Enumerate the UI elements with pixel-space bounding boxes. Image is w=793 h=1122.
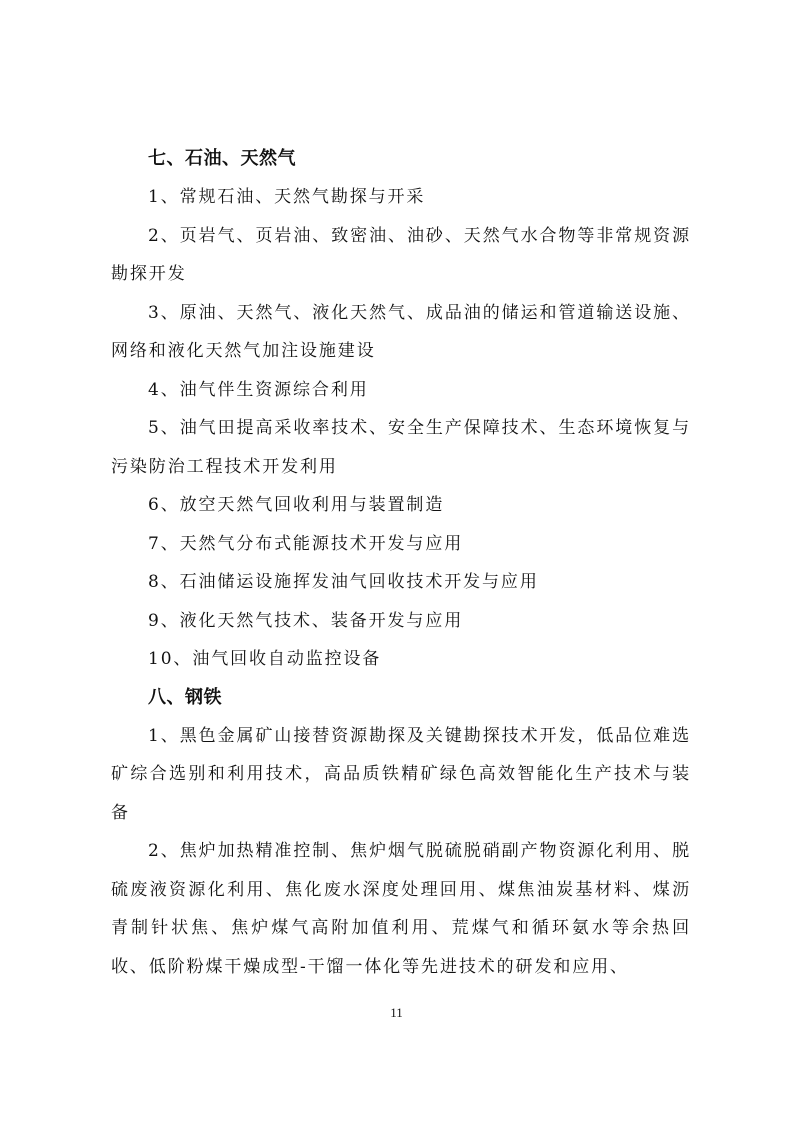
section-heading-petroleum: 七、石油、天然气 (148, 148, 296, 169)
list-item: 8、石油储运设施挥发油气回收技术开发与应用 (148, 572, 539, 592)
page-content (111, 140, 691, 986)
list-item: 7、天然气分布式能源技术开发与应用 (148, 533, 464, 554)
list-item: 2、页岩气、页岩油、致密油、油砂、天然气水合物等非常规资源勘探开发 (111, 225, 691, 284)
section-heading-steel: 八、钢铁 (148, 686, 222, 708)
list-item: 4、油气伴生资源综合利用 (148, 379, 369, 400)
page-number: 11 (390, 1005, 403, 1020)
list-item: 6、放空天然气回收利用与装置制造 (148, 495, 445, 515)
list-item: 3、原油、天然气、液化天然气、成品油的储运和管道输送设施、网络和液化天然气加注设施建设 (111, 302, 691, 361)
list-item: 10、油气回收自动监控设备 (148, 649, 382, 669)
list-item: 2、焦炉加热精准控制、焦炉烟气脱硫脱硝副产物资源化利用、脱硫废液资源化利用、焦化废水深度处理回用、煤焦油炭基材料、煤沥青制针状焦、焦炉煤气高附加值利用、荒煤气和循环氨水等余热回收、低阶粉煤干燥成型-干馏一体化等先进技术的研发和应用、 (111, 841, 691, 977)
list-item: 9、液化天然气技术、装备开发与应用 (148, 610, 464, 631)
list-item: 5、油气田提高采收率技术、安全生产保障技术、生态环境恢复与污染防治工程技术开发利用 (111, 418, 691, 477)
list-item: 1、黑色金属矿山接替资源勘探及关键勘探技术开发，低品位难选矿综合选别和利用技术，高品质铁精矿绿色高效智能化生产技术与装备 (111, 725, 691, 823)
list-item: 1、常规石油、天然气勘探与开采 (148, 187, 426, 207)
